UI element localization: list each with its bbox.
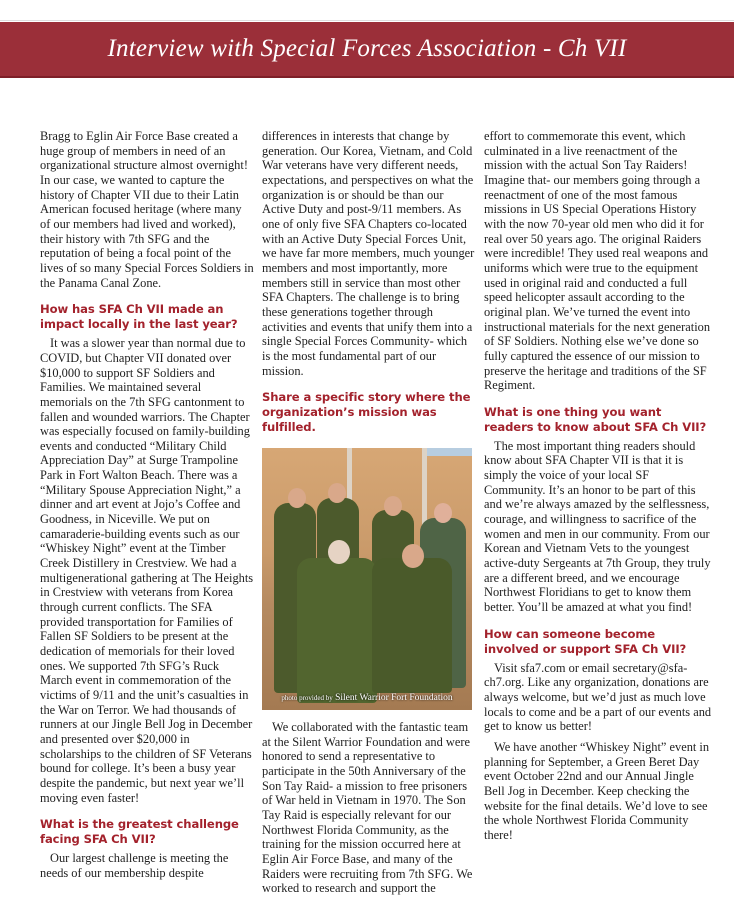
paragraph: Visit sfa7.com or email secretary@sfa-ch7.org. Like any organization, donations are always welcome, but we’d just as much love locals to come and be a part of our events and get to know us better!: [484, 660, 712, 734]
paragraph: Bragg to Eglin Air Force Base created a huge group of members in need of an organizational structure almost overnight! In our case, we wanted to capture the history of Chapter VII due to their Latin American focused heritage (where many of our members had lived and worked), their history with 7th SFG and the reputation of being a focal point of the lives of so many Special Forces Soldiers in the Panama Canal Zone.: [40, 129, 254, 290]
paragraph: It was a slower year than normal due to COVID, but Chapter VII donated over $10,000 to support SF Soldiers and Families. We maintained several memorials on the 7th SFG cantonment to fallen and wounded warriors. The Chapter was especially focused on family-building events and conducted “Military Child Appreciation Day” at Surge Trampoline Park in Fort Walton Beach. There was a “Military Spouse Appreciation Night,” a dinner and art event at Jojo’s Coffee and Goodness, in Niceville. We put on camaraderie-building events such as our “Whiskey Night” event at the Timber Creek Distillery in Crestview. We had a multigenerational gathering at The Heights in Crestview with veterans from Korea through current conflicts. The SFA provided transportation for Families of Fallen SF Soldiers to be present at the dedication of memorials for their loved ones. We supported 7th SFG’s Ruck March event in commemoration of the victims of 9/11 and the unit’s casualties in the War on Terror. We had thousands of runners at our Jingle Bell Jog in December and presented over $20,000 in scholarships to the children of SF Veterans bound for college. It’s been a busy year despite the pandemic, but next year we’ll moving even faster!: [40, 336, 254, 805]
paragraph: We have another “Whiskey Night” event in planning for September, a Green Beret Day event October 22nd and our Annual Jingle Bell Jog in December. Keep checking the website for the final details. We’d love to see the whole Northwest Florida Community there!: [484, 739, 710, 842]
paragraph: Our largest challenge is meeting the needs of our membership despite: [40, 851, 229, 880]
column-1: [40, 129, 254, 887]
column-3: [484, 129, 712, 849]
paragraph: effort to commemorate this event, which culminated in a live reenactment of the mission with the actual Son Tay Raiders! Imagine that- our members going through a reenactment of one of the most famous missions in US Special Operations History with the now 70-year old men who did it for real over 50 years ago. The original Raiders were incredible! They used real weapons and uniforms which were true to the equipment used in original raid and conducted a full speed helicopter assault according to the original plan. We’ve turned the event into instructional materials for the next generation of SF Soldiers. Nothing else we’ve done so fully captured the essence of our mission to preserve the heritage and traditions of the SF Regiment.: [484, 129, 711, 393]
paragraph: differences in interests that change by generation. Our Korea, Vietnam, and Cold War veterans have very different needs, expectations, and perspectives on what the organization is or should be than our Active Duty and post-9/11 members. As one of only five SFA Chapters co-located with an Active Duty Special Forces Unit, we have far more members, much younger members and most importantly, more members still in service than most other SFA Chapters. The challenge is to bring these generations together through activities and events that unify them into a single Special Forces Community- which is the most fundamental part of our mission.: [262, 129, 475, 378]
page-title: Interview with Special Forces Association - Ch VII: [107, 35, 627, 62]
paragraph: We collaborated with the fantastic team at the Silent Warrior Foundation and were honored to send a representative to participate in the 50th Anniversary of the Son Tay Raid- a mission to free prisoners of War held in Vietnam in 1970. The Son Tay Raid is especially relevant for our Northwest Florida Community, as the training for the mission occurred here at Eglin Air Force Base, and many of the Raiders were recruiting from 7th SFG. We worked to research and support the: [262, 720, 473, 896]
question-heading: How can someone become involved or support SFA Ch VII?: [484, 626, 687, 656]
photo-caption: photo provided by Silent Warrior Fort Foundation: [281, 692, 453, 703]
question-heading: What is the greatest challenge facing SFA Ch VII?: [40, 817, 239, 847]
paragraph: The most important thing readers should know about SFA Chapter VII is that it is simply the voice of your local SF Community. It’s an honor to be part of this and we’re always amazed by the selflessness, courage, and willingness to sacrifice of the women and men in our community. From our Korean and Vietnam Vets to the youngest active-duty Sergeants at 7th Group, they truly are a different breed, and we encourage Northwest Floridians to get to know them better. You’ll be amazed at what you find!: [484, 438, 711, 615]
column-2: [262, 129, 476, 902]
question-heading: What is one thing you want readers to know about SFA Ch VII?: [484, 404, 707, 434]
top-rule: [0, 20, 734, 21]
group-photo: [262, 448, 472, 710]
title-banner: [0, 22, 734, 78]
question-heading: Share a specific story where the organization’s mission was fulfilled.: [262, 390, 471, 435]
question-heading: How has SFA Ch VII made an impact locally in the last year?: [40, 302, 238, 332]
